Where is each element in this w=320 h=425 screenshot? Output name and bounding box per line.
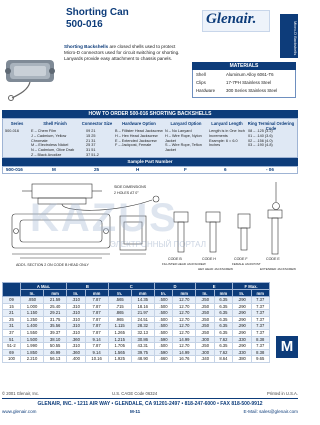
dimension-cell: 25.40 — [44, 303, 67, 310]
dimension-cell: 7.37 — [251, 329, 270, 336]
dimension-cell: .500 — [154, 303, 172, 310]
dimension-cell: .310 — [67, 329, 85, 336]
drawing-label-hole: 2 HOLES AT 0° — [114, 191, 139, 195]
code-name: FILLISTER HEAD JACKSCREW — [162, 262, 206, 266]
dimension-cell: 7.87 — [85, 297, 108, 304]
dimension-cell: 10.16 — [85, 356, 108, 363]
dimension-cell: 9.14 — [85, 349, 108, 356]
dimension-cell: .380 — [233, 356, 251, 363]
material-label: Clips — [196, 80, 206, 85]
table-row — [3, 323, 270, 330]
watermark: KAZUS — [30, 196, 178, 240]
shell-size-cell: 09 — [3, 297, 21, 304]
code-name: EXTENDED JACKSCREW — [260, 267, 297, 271]
dimension-cell: 7.37 — [251, 323, 270, 330]
dimension-cell: 6.35 — [214, 316, 232, 323]
shell-size-cell: 25 — [3, 316, 21, 323]
order-table-title: HOW TO ORDER 500-016 SHORTING BACKSHELLS — [2, 110, 298, 118]
dimension-cell: .310 — [67, 343, 85, 350]
order-col-body: Length is in One Inch Increments Example: 6 = 6.0 Inches — [209, 129, 245, 148]
dimension-cell: .250 — [196, 323, 214, 330]
dimension-cell: .290 — [233, 303, 251, 310]
copyright: © 2001 Glenair, Inc. — [2, 391, 40, 396]
dimension-cell: 9.14 — [85, 336, 108, 343]
dimension-cell: 7.37 — [251, 310, 270, 317]
dimension-cell: .290 — [233, 323, 251, 330]
dimension-cell: 12.70 — [173, 329, 196, 336]
dimension-cell: 14.35 — [131, 297, 154, 304]
email-link[interactable]: E-Mail: sales@glenair.com — [243, 409, 298, 414]
dimension-cell: .400 — [67, 356, 85, 363]
dimension-cell: .290 — [233, 297, 251, 304]
materials-title: MATERIALS — [192, 62, 296, 70]
shell-size-cell: 100 — [3, 356, 21, 363]
dim-unit-head: In. — [67, 290, 85, 297]
dim-unit-head: mm — [85, 290, 108, 297]
table-row — [3, 349, 270, 356]
printed-in: Printed in U.S.A. — [267, 391, 298, 396]
dimension-cell: 1.115 — [108, 323, 131, 330]
dimension-cell: 6.35 — [214, 303, 232, 310]
dim-unit-head: In. — [196, 290, 214, 297]
dimension-cell: 14.99 — [173, 336, 196, 343]
sample-part-value: 6 — [224, 167, 227, 172]
dimension-cell: .500 — [154, 323, 172, 330]
dimension-cell: 12.70 — [173, 303, 196, 310]
dimension-cell: 14.99 — [173, 349, 196, 356]
shell-size-cell: 15 — [3, 303, 21, 310]
material-value: 17-7PH Stainless Steel — [226, 80, 272, 85]
dimension-table-body — [3, 297, 270, 363]
title-line-1: Shorting Can — [66, 7, 129, 18]
dimension-cell: .250 — [196, 329, 214, 336]
page-title — [66, 7, 129, 31]
sample-part-value: 500-016 — [6, 167, 23, 172]
description — [64, 44, 186, 62]
dimension-cell: 1.215 — [108, 336, 131, 343]
code-name: HEX HEAD JACKSCREW — [198, 267, 234, 271]
order-col-body: 08 – .125 (3.2) 01 – .140 (3.6) 02 – .156 (4.0) 03 – .190 (4.8) — [248, 129, 273, 148]
dimension-cell: 7.37 — [251, 316, 270, 323]
dimension-cell: 56.13 — [44, 356, 67, 363]
dimension-cell: 48.90 — [131, 356, 154, 363]
order-col-body: N – No Lanyard H – Wire Rope, Nylon Jacket S – Wire Rope, Teflon Jacket — [165, 129, 202, 153]
dimension-cell: .965 — [108, 316, 131, 323]
dimension-cell: 18.16 — [131, 303, 154, 310]
dimension-cell: 7.87 — [85, 316, 108, 323]
page-number: M-11 — [130, 409, 141, 414]
dimension-cell: 7.37 — [251, 297, 270, 304]
code-label: CODE H — [202, 257, 216, 261]
dimension-cell: 7.87 — [85, 323, 108, 330]
order-col-head: Ring Terminal Ordering Code — [247, 121, 295, 131]
dimension-cell: 1.850 — [21, 349, 44, 356]
dimension-cell: 7.87 — [85, 310, 108, 317]
footer-links — [2, 409, 298, 414]
shell-size-cell: 69 — [3, 349, 21, 356]
dimension-cell: .360 — [67, 336, 85, 343]
dimension-cell: 43.31 — [131, 343, 154, 350]
dimension-cell: 7.87 — [85, 343, 108, 350]
dimension-cell: 6.35 — [214, 323, 232, 330]
dimension-cell: 39.75 — [131, 349, 154, 356]
dimension-cell: 1.000 — [21, 303, 44, 310]
code-label: CODE E — [266, 257, 280, 261]
dimension-cell: 6.35 — [214, 343, 232, 350]
code-label: CODE B — [168, 257, 182, 261]
dimension-cell: 1.400 — [21, 323, 44, 330]
dimension-cell: 1.150 — [21, 310, 44, 317]
dimension-table-group-row — [3, 283, 270, 290]
dimension-cell: .300 — [196, 349, 214, 356]
shell-size-cell: 31 — [3, 323, 21, 330]
shell-size-cell: 51 — [3, 336, 21, 343]
shell-size-cell: 37 — [3, 329, 21, 336]
dim-group-head: A Max. — [21, 283, 67, 290]
dimension-cell: .715 — [108, 303, 131, 310]
dimension-cell: 12.70 — [173, 310, 196, 317]
material-label: Hardware — [196, 88, 216, 93]
dimension-cell: 21.59 — [44, 297, 67, 304]
dimension-cell: .310 — [67, 297, 85, 304]
dimension-cell: .500 — [154, 316, 172, 323]
dim-unit-head: In. — [108, 290, 131, 297]
sample-part-row — [2, 166, 298, 174]
dim-group-head: F Max. — [233, 283, 270, 290]
dimension-cell: .565 — [108, 297, 131, 304]
sample-part-value: H — [136, 167, 140, 172]
dimension-cell: 28.32 — [131, 323, 154, 330]
order-col-head: Connector Size — [81, 121, 113, 126]
code-name: FEMALE JACKPOST — [232, 262, 261, 266]
dim-unit-head: mm — [251, 290, 270, 297]
section-tab-m: M — [276, 336, 298, 358]
drawing-label-side: SIDE DIMENSIONS — [114, 185, 147, 189]
dimension-cell: .310 — [67, 303, 85, 310]
dimension-cell: .290 — [233, 310, 251, 317]
dimension-cell: 29.21 — [44, 310, 67, 317]
dimension-cell: 31.75 — [44, 316, 67, 323]
glenair-logo: Glenair. — [206, 11, 257, 27]
dimension-cell: 8.38 — [251, 336, 270, 343]
order-col-head: Lanyard Option — [170, 121, 202, 126]
dimension-cell: 1.250 — [21, 316, 44, 323]
dimension-cell: 1.265 — [108, 329, 131, 336]
description-text: are closed shells used to protect Micro-D connectors used for circuit switching or shorting. Lanyards provide easy attachment to chassis panels. — [64, 44, 180, 61]
side-tab: Micro-D Backshells — [280, 14, 298, 58]
dimension-cell: .250 — [196, 316, 214, 323]
dimension-cell: .660 — [154, 356, 172, 363]
dimension-cell: .290 — [233, 329, 251, 336]
dim-group-head: B — [67, 283, 108, 290]
dimension-cell: .300 — [196, 336, 214, 343]
dimension-cell: .590 — [154, 336, 172, 343]
dimension-cell: 38.10 — [44, 336, 67, 343]
dimension-cell: .330 — [233, 349, 251, 356]
table-row — [3, 303, 270, 310]
dimension-cell: .865 — [108, 310, 131, 317]
dimension-cell: .310 — [67, 316, 85, 323]
table-row — [3, 329, 270, 336]
dim-unit-head: In. — [154, 290, 172, 297]
description-lead: Shorting Backshells — [64, 44, 109, 49]
dimension-cell: 12.70 — [173, 323, 196, 330]
dimension-cell: .250 — [196, 343, 214, 350]
dim-unit-head: mm — [44, 290, 67, 297]
dimension-cell: 12.70 — [173, 343, 196, 350]
material-value: Aluminum Alloy 6061-T6 — [226, 72, 274, 77]
dim-unit-head: mm — [131, 290, 154, 297]
dimension-cell: 8.38 — [251, 349, 270, 356]
order-col-head: Series — [10, 121, 24, 126]
dimension-cell: 24.51 — [131, 316, 154, 323]
dimension-cell: 30.86 — [131, 336, 154, 343]
dimension-cell: .340 — [196, 356, 214, 363]
dimension-cell: .500 — [154, 297, 172, 304]
dimension-cell: .850 — [21, 297, 44, 304]
dimension-cell: 1.565 — [108, 349, 131, 356]
table-row — [3, 343, 270, 350]
dim-unit-head: mm — [214, 290, 232, 297]
product-photo — [2, 42, 58, 102]
dimension-cell: 7.37 — [251, 303, 270, 310]
dimension-cell: 50.55 — [44, 343, 67, 350]
dim-unit-head: In. — [233, 290, 251, 297]
dimension-cell: 16.76 — [173, 356, 196, 363]
dimension-cell: 6.35 — [214, 329, 232, 336]
company-address: GLENAIR, INC. • 1211 AIR WAY • GLENDALE, CA 91201-2497 • 818-247-6000 • FAX 818-500-9912 — [37, 401, 263, 407]
dimension-cell: .290 — [233, 316, 251, 323]
dimension-cell: 21.97 — [131, 310, 154, 317]
dimension-cell: .310 — [67, 310, 85, 317]
dimension-cell: 6.35 — [214, 310, 232, 317]
dimension-cell: 1.500 — [21, 336, 44, 343]
dim-group-head: C — [108, 283, 154, 290]
dimension-cell: 1.550 — [21, 329, 44, 336]
shell-size-cell: 51-2 — [3, 343, 21, 350]
sample-part-value: - 06 — [266, 167, 274, 172]
dimension-cell: 6.35 — [214, 297, 232, 304]
dimension-cell: 32.13 — [131, 329, 154, 336]
website-link[interactable]: www.glenair.com — [2, 409, 37, 414]
sample-part-value: M — [52, 167, 56, 172]
code-label: CODE F — [234, 257, 248, 261]
order-col-body: 500-016 — [5, 129, 19, 133]
order-col-head: Hardware Option — [122, 121, 156, 126]
dimension-cell: .500 — [154, 343, 172, 350]
dimension-cell: .330 — [233, 336, 251, 343]
dimension-cell: 12.70 — [173, 316, 196, 323]
drawing-label-hardware: ADD’L SECTION 2 ON CODE B HEAD ONLY — [16, 263, 89, 267]
dimension-cell: .500 — [154, 329, 172, 336]
shell-size-cell: 21 — [3, 310, 21, 317]
dimension-cell: .500 — [154, 310, 172, 317]
table-row — [3, 310, 270, 317]
dim-group-head: E — [196, 283, 233, 290]
dimension-cell: .250 — [196, 310, 214, 317]
sample-part-label: Sample Part Number — [2, 158, 298, 166]
dimension-cell: 12.70 — [173, 297, 196, 304]
dimension-cell: 8.64 — [214, 356, 232, 363]
dimension-cell: 39.37 — [44, 329, 67, 336]
dimension-cell: 46.99 — [44, 349, 67, 356]
dimension-cell: .360 — [67, 349, 85, 356]
dimension-cell: 35.56 — [44, 323, 67, 330]
dimension-table-unit-row — [3, 290, 270, 297]
table-row — [3, 336, 270, 343]
order-col-head: Lanyard Length — [211, 121, 243, 126]
watermark-sub: ЭЛЕКТРОННЫЙ ПОРТАЛ — [110, 240, 206, 249]
dimension-cell: 7.62 — [214, 349, 232, 356]
dim-unit-head: In. — [21, 290, 44, 297]
dimension-cell: 2.210 — [21, 356, 44, 363]
order-col-body: E – Chem Film J – Cadmium, Yellow Chromate M – Electroless Nickel N – Cadmium, Olive Drab Z – Black Anodize — [31, 129, 75, 157]
cage-code: U.S. CAGE Code 06324 — [112, 391, 158, 396]
material-value: 300 Series Stainless Steel — [226, 88, 278, 93]
footer-divider — [2, 398, 298, 399]
dimension-cell: 1.705 — [108, 343, 131, 350]
dimension-cell: 7.87 — [85, 303, 108, 310]
table-row — [3, 316, 270, 323]
dimension-cell: 7.37 — [251, 343, 270, 350]
dimension-cell: .290 — [233, 343, 251, 350]
order-col-body: B – Fillister Head Jackscrew H – Hex Head Jackscrew E – Extended Jackscrew F – Jackpost, Female — [115, 129, 163, 148]
dimension-table-corner — [3, 283, 21, 297]
dimension-cell: 1.925 — [108, 356, 131, 363]
dimension-cell: .250 — [196, 297, 214, 304]
sample-part-value: F — [184, 167, 187, 172]
dimension-table — [2, 282, 270, 363]
footer-meta — [2, 391, 298, 396]
title-line-2: 500-016 — [66, 19, 103, 30]
dimension-cell: 1.990 — [21, 343, 44, 350]
order-col-head: Shell Finish — [43, 121, 67, 126]
table-row — [3, 356, 270, 363]
dimension-cell: .250 — [196, 303, 214, 310]
material-label: Shell — [196, 72, 206, 77]
dimension-cell: 7.87 — [85, 329, 108, 336]
dimension-cell: .310 — [67, 323, 85, 330]
order-col-body: 09 21 15 25 21 31 25 37 31 51 37 51-2 — [86, 129, 99, 157]
dimension-cell: 7.62 — [214, 336, 232, 343]
dim-group-head: D — [154, 283, 195, 290]
sample-part-value: 25 — [94, 167, 100, 172]
dimension-cell: 9.65 — [251, 356, 270, 363]
dim-unit-head: mm — [173, 290, 196, 297]
table-row — [3, 297, 270, 304]
dimension-cell: .590 — [154, 349, 172, 356]
